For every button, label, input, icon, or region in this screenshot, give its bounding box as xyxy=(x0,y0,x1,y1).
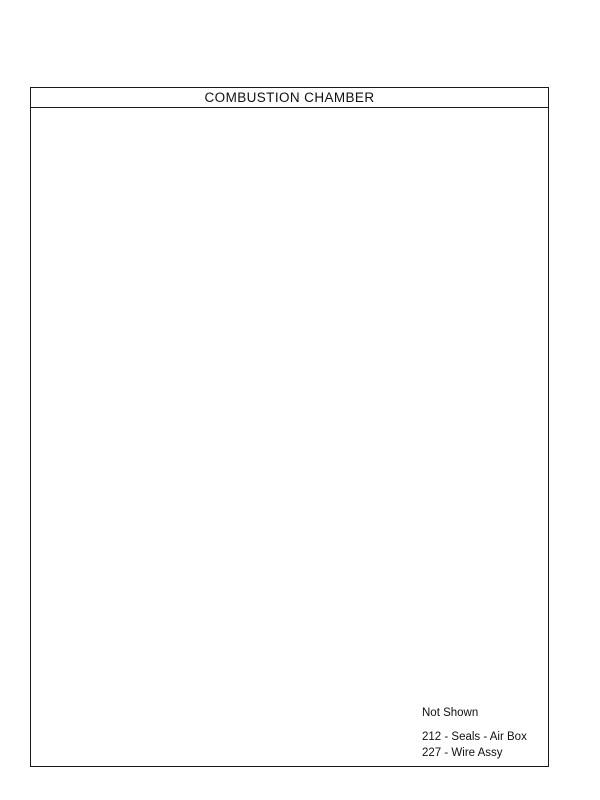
page-title: COMBUSTION CHAMBER xyxy=(204,90,375,105)
notes-item: 212 - Seals - Air Box xyxy=(422,731,527,743)
notes-item: 227 - Wire Assy xyxy=(422,747,503,759)
notes-heading: Not Shown xyxy=(422,707,479,719)
not-shown-notes xyxy=(422,705,527,761)
drawing-frame xyxy=(30,87,549,767)
title-bar xyxy=(31,88,548,108)
